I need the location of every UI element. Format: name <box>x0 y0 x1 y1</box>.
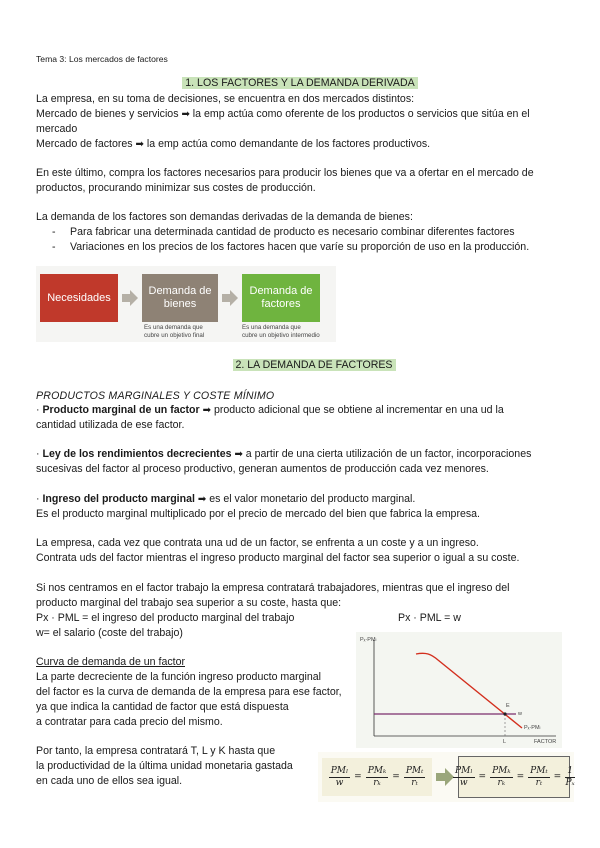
derived-demand-diagram <box>36 266 336 342</box>
factor-demand-caption: Es una demanda que cubre un objetivo intermedio <box>242 324 320 339</box>
final-line-2: la productividad de la última unidad monetaria gastada <box>36 760 293 772</box>
point-label: E <box>506 703 510 709</box>
curve-label: Pₓ·PMₗ <box>524 725 541 731</box>
factor-demand-graph <box>356 632 562 748</box>
final-line-3: en cada uno de ellos sea igual. <box>36 775 183 787</box>
goods-demand-caption: Es una demanda que cubre un objetivo final <box>144 324 205 339</box>
equilibrium-point <box>503 712 506 715</box>
section-1-intro: La empresa, en su toma de decisiones, se encuentra en dos mercados distintos: <box>36 93 415 105</box>
factor-market-line: Mercado de factores ➡ la emp actúa como demandante de los factores productivos. <box>36 138 431 150</box>
subheading: PRODUCTOS MARGINALES Y COSTE MÍNIMO <box>36 390 275 402</box>
needs-box: Necesidades <box>40 274 118 322</box>
flow-arrow-icon <box>222 290 238 306</box>
right-arrow-icon: ➡ <box>202 405 211 416</box>
marginal-revenue-line-2: Es el producto marginal multiplicado por el precio de mercado del bien que fabrica la empresa. <box>36 508 481 520</box>
paragraph-3: La demanda de los factores son demandas derivadas de la demanda de bienes: <box>36 211 413 223</box>
right-arrow-icon: ➡ <box>197 494 207 505</box>
curve-line-1: La parte decreciente de la función ingreso producto marginal <box>36 671 322 683</box>
bullet-list <box>36 225 529 255</box>
section-2-heading: 2. LA DEMANDA DE FACTORES <box>0 359 600 371</box>
equilibrium-formula: Px · PML = w <box>398 612 461 624</box>
right-arrow-icon: ➡ <box>181 109 190 120</box>
diminishing-returns-line: · Ley de los rendimientos decrecientes ➡ a partir de una cierta utilización de un factor, incorporaciones <box>36 448 532 460</box>
curve-title: Curva de demanda de un factor <box>36 656 185 668</box>
paragraph-2-line-2: productos, procurando minimizar sus costes de producción. <box>36 182 316 194</box>
paragraph-2-line-1: En este último, compra los factores necesarios para producir los bienes que va a ofertar en el mercado de <box>36 167 534 179</box>
goods-demand-box: Demanda de bienes <box>142 274 218 322</box>
final-line-1: Por tanto, la empresa contratará T, L y K hasta que <box>36 745 276 757</box>
curve-line-4: a contratar para cada precio del mismo. <box>36 716 223 728</box>
factor-demand-box: Demanda de factores <box>242 274 320 322</box>
document-header: Tema 3: Los mercados de factores <box>36 54 168 64</box>
curve-line-3: ya que indica la cantidad de factor que está dispuesta <box>36 701 289 713</box>
marginal-product-line-2: cantidad utilizada de ese factor. <box>36 419 185 431</box>
paragraph-5-line-4: w= el salario (coste del trabajo) <box>36 627 183 639</box>
x-axis-label: FACTOR <box>534 739 557 745</box>
right-arrow-icon: ➡ <box>234 449 243 460</box>
y-axis-label: Pₓ·PMₗ <box>360 637 377 643</box>
paragraph-4-line-1: La empresa, cada vez que contrata una ud de un factor, se enfrenta a un coste y a un ingreso. <box>36 537 479 549</box>
paragraph-5-line-2: producto marginal del trabajo sea superior a su coste, hasta que: <box>36 597 342 609</box>
diminishing-returns-line-2: sucesivas del factor al proceso productivo, generan aumentos de producción cada vez menores. <box>36 463 489 475</box>
list-item: - Variaciones en los precios de los factores hacen que varíe su proporción de uso en la producción. <box>36 240 529 255</box>
demand-curve <box>416 653 522 728</box>
right-arrow-icon: ➡ <box>135 139 144 150</box>
curve-line-2: del factor es la curva de demanda de la empresa para ese factor, <box>36 686 342 698</box>
paragraph-5-line-3: Px · PML = el ingreso del producto marginal del trabajo <box>36 612 295 624</box>
formula-left: $\frac{\text{PMₗ}}{w}$ = $\frac{\text{PMₖ}}{\text{rₖ}}$ = $\frac{\text{PMₜ}}{\text{rₜ}}$ <box>322 758 432 796</box>
list-item: - Para fabricar una determinada cantidad de producto es necesario combinar diferentes factores <box>36 225 529 240</box>
wage-label: w <box>518 711 522 717</box>
flow-arrow-icon <box>122 290 138 306</box>
formula-right: $\frac{\text{PMₗ}}{w}$ = $\frac{\text{PMₖ}}{\text{rₖ}}$ = $\frac{\text{PMₜ}}{\text{rₜ}}$ = $\frac{1}{\text{Pₓ}}$ <box>458 756 570 798</box>
paragraph-4-line-2: Contrata uds del factor mientras el ingreso producto marginal del factor sea superior o igual a su coste. <box>36 552 520 564</box>
section-1-heading: 1. LOS FACTORES Y LA DEMANDA DERIVADA <box>0 77 600 89</box>
goods-market-line: Mercado de bienes y servicios ➡ la emp actúa como oferente de los productos o servicios que sitúa en el <box>36 108 530 120</box>
marginal-product-line: · Producto marginal de un factor ➡ producto adicional que se obtiene al incrementar en una ud la <box>36 404 504 416</box>
goods-market-line-cont: mercado <box>36 123 78 135</box>
implies-arrow-icon <box>436 768 454 786</box>
marginal-revenue-line: · Ingreso del producto marginal ➡ es el valor monetario del producto marginal. <box>36 493 416 505</box>
l-label: L <box>503 739 507 745</box>
paragraph-5-line-1: Si nos centramos en el factor trabajo la empresa contratará trabajadores, mientras que el ingreso del <box>36 582 510 594</box>
formula-panel <box>318 752 574 802</box>
